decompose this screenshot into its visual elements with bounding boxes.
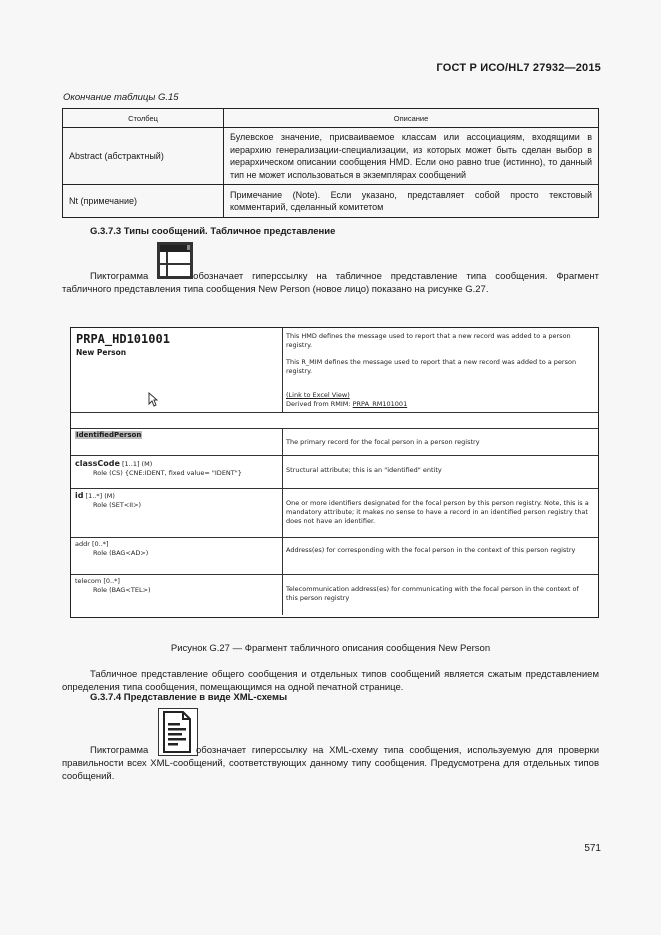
table-continuation-caption: Окончание таблицы G.15 xyxy=(63,92,179,103)
attr-name: telecom xyxy=(75,577,102,585)
excel-view-link-text[interactable]: (Link to Excel View) xyxy=(286,391,350,399)
attr-role: Role (SET<II>) xyxy=(93,501,142,509)
hmd-id-title: PRPA_HD101001 xyxy=(76,332,170,346)
table-row xyxy=(63,185,599,218)
mouse-cursor-icon xyxy=(148,392,158,407)
section-heading-xml: G.3.7.4 Представление в виде XML-схемы xyxy=(90,692,288,703)
table-cell-description: Примечание (Note). Если указано, представляет собой просто текстовый комментарий, сделанный комитетом xyxy=(224,185,599,218)
attr-classcode xyxy=(75,459,275,478)
table-header-row xyxy=(63,109,599,128)
column-header-description: Описание xyxy=(224,109,599,128)
section-heading-tabular: G.3.7.3 Типы сообщений. Табличное представление xyxy=(90,226,336,237)
standard-header: ГОСТ Р ИСО/HL7 27932—2015 xyxy=(436,62,601,74)
class-description: The primary record for the focal person in a person registry xyxy=(286,438,480,446)
paragraph-xml xyxy=(62,744,599,783)
excel-view-link[interactable] xyxy=(286,391,350,400)
figure-caption: Рисунок G.27 — Фрагмент табличного описания сообщения New Person xyxy=(170,643,491,654)
attr-name: classCode xyxy=(75,459,120,468)
rmim-description: This R_MIM defines the message used to report that a new record was added to a person registry. xyxy=(286,358,577,375)
attr-description: One or more identifiers designated for the focal person by this person registry. Note, this is a mandatory attribute; it makes no sense to have a record in an identified person registry that does not have an identifier. xyxy=(286,499,589,525)
derived-from-line xyxy=(286,400,407,409)
column-header-column: Столбец xyxy=(63,109,224,128)
table-cell-column: Abstract (абстрактный) xyxy=(63,128,224,185)
attr-name: addr xyxy=(75,540,90,548)
derived-prefix: Derived from RMIM: xyxy=(286,400,353,408)
class-name: IdentifiedPerson xyxy=(76,431,142,439)
table-cell-description: Булевское значение, присваиваемое классам или ассоциациям, входящими в иерархию генерализации-специализации, из которых может быть сделан выбор в иерархическом описании сообщения HMD. Если оно равно true (истинно), то данный тип не может использоваться в экземплярах сообщений xyxy=(224,128,599,185)
attr-name: id xyxy=(75,491,84,500)
attr-cardinality: [0..*] xyxy=(103,577,120,585)
attr-addr xyxy=(75,540,275,558)
rmim-link[interactable]: PRPA_RM101001 xyxy=(352,400,408,408)
hmd-description: This HMD defines the message used to report that a new record was added to a person registry. xyxy=(286,332,571,349)
attr-cardinality: [0..*] xyxy=(92,540,109,548)
table-row xyxy=(63,128,599,185)
paragraph-summary: Табличное представление общего сообщения и отдельных типов сообщений является сжатым представлением определения типа сообщения, помещающимся на одной печатной странице. xyxy=(62,669,599,693)
attr-id xyxy=(75,491,275,510)
attr-role: Role (CS) {CNE:IDENT, fixed value= "IDENT"} xyxy=(93,469,242,477)
attr-cardinality: [1..*] (M) xyxy=(85,492,115,500)
attr-role: Role (BAG<TEL>) xyxy=(93,586,151,594)
hmd-name: New Person xyxy=(76,348,127,357)
table-g15 xyxy=(62,108,599,218)
pictogram-word: Пиктограмма xyxy=(90,271,149,282)
xml-description: обозначает гиперссылку на XML-схему типа сообщения, используемую для проверки правильности всех XML-сообщений, соответствующих данному типу сообщения. Предусмотрена для отдельных типов сообщений. xyxy=(62,745,599,782)
figure-g27 xyxy=(70,327,599,618)
attr-telecom xyxy=(75,577,275,595)
attr-description: Structural attribute; this is an "identified" entity xyxy=(286,466,442,474)
paragraph-tabular xyxy=(62,270,599,296)
tabular-description: обозначает гиперссылку на табличное представление типа сообщения. Фрагмент табличного представления типа сообщения New Person (новое лицо) показано на рисунке G.27. xyxy=(62,271,599,295)
attr-role: Role (BAG<AD>) xyxy=(93,549,149,557)
page-number: 571 xyxy=(584,843,601,854)
table-cell-column: Nt (примечание) xyxy=(63,185,224,218)
pictogram-word: Пиктограмма xyxy=(90,745,149,756)
attr-description: Telecommunication address(es) for communicating with the focal person in the context of this person registry xyxy=(286,585,579,602)
attr-cardinality: [1..1] (M) xyxy=(122,460,153,468)
attr-description: Address(es) for corresponding with the focal person in the context of this person registry xyxy=(286,546,576,554)
